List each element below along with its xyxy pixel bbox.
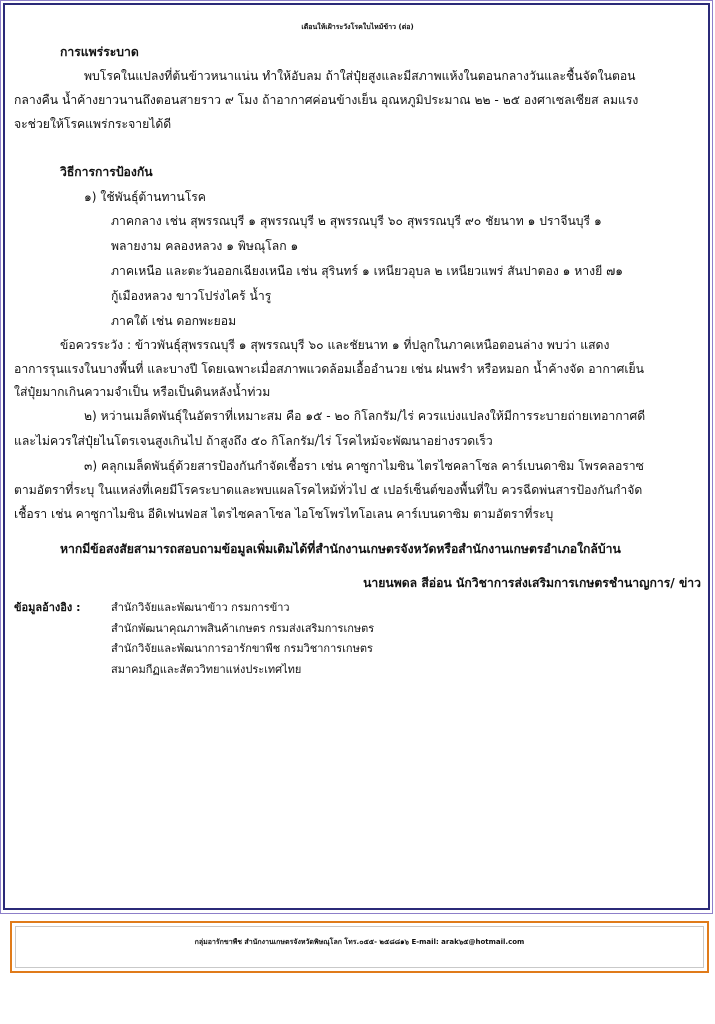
- north-varieties: กู้เมืองหลวง ขาวโปร่งไคร้ น้ำรู: [111, 289, 272, 303]
- author-credit: นายนพดล สีอ่อน นักวิชาการส่งเสริมการเกษตรชำนาญการ/ ข่าว: [363, 576, 701, 590]
- contact-footer: [10, 921, 709, 973]
- caution-line: ข้อควรระวัง : ข้าวพันธุ์สุพรรณบุรี ๑ สุพรรณบุรี ๖๐ และชัยนาท ๑ ที่ปลูกในภาคเหนือตอนล่าง พบว่า แสดง: [60, 338, 610, 352]
- reference-item: สำนักวิจัยและพัฒนาการอารักขาพืช กรมวิชาการเกษตร: [111, 642, 373, 655]
- prevention-item-1: ๑) ใช้พันธุ์ต้านทานโรค: [84, 190, 206, 204]
- prevention-item-2: และไม่ควรใส่ปุ๋ยไนโตรเจนสูงเกินไป ถ้าสูงถึง ๕๐ กิโลกรัม/ไร่ โรคไหม้จะพัฒนาอย่างรวดเร็ว: [14, 434, 493, 448]
- spread-line: พบโรคในแปลงที่ต้นข้าวหนาแน่น ทำให้อับลม ถ้าใส่ปุ๋ยสูงและมีสภาพแห้งในตอนกลางวันและชื้นจัดในตอน: [84, 69, 636, 83]
- inquiry-note: หากมีข้อสงสัยสามารถสอบถามข้อมูลเพิ่มเติมได้ที่สำนักงานเกษตรจังหวัดหรือสำนักงานเกษตรอำเภอใกล้บ้าน: [60, 542, 621, 556]
- prevention-heading: วิธีการการป้องกัน: [60, 165, 153, 179]
- document-title: เตือนให้เฝ้าระวังโรคใบไหม้ข้าว (ต่อ): [301, 23, 414, 31]
- south-varieties: ภาคใต้ เช่น ดอกพะยอม: [111, 314, 237, 328]
- reference-item: สำนักวิจัยและพัฒนาข้าว กรมการข้าว: [111, 601, 290, 614]
- spread-line: จะช่วยให้โรคแพร่กระจายได้ดี: [14, 117, 172, 131]
- page-frame: [3, 3, 710, 910]
- caution-line: ใส่ปุ๋ยมากเกินความจำเป็น หรือเป็นดินหลังน้ำท่วม: [14, 385, 271, 399]
- central-varieties: ภาคกลาง เช่น สุพรรณบุรี ๑ สุพรรณบุรี ๒ สุพรรณบุรี ๖๐ สุพรรณบุรี ๙๐ ชัยนาท ๑ ปราจีนบุรี ๑: [111, 214, 602, 228]
- reference-item: สมาคมกีฏและสัตววิทยาแห่งประเทศไทย: [111, 663, 302, 676]
- north-varieties: ภาคเหนือ และตะวันออกเฉียงเหนือ เช่น สุรินทร์ ๑ เหนียวอุบล ๒ เหนียวแพร่ สันปาตอง ๑ หางยี ๗๑: [111, 264, 623, 278]
- spread-heading: การแพร่ระบาด: [60, 45, 139, 59]
- reference-item: สำนักพัฒนาคุณภาพสินค้าเกษตร กรมส่งเสริมการเกษตร: [111, 622, 375, 635]
- footer-contact-text: กลุ่มอารักขาพืช สำนักงานเกษตรจังหวัดพิษณุโลก โทร.๐๕๕- ๒๕๘๘๑๖ E-mail: arak๖๕@hotmail.com: [194, 938, 525, 946]
- references-label: ข้อมูลอ้างอิง :: [14, 601, 81, 614]
- spread-line: กลางคืน น้ำค้างยาวนานถึงตอนสายราว ๙ โมง ถ้าอากาศค่อนข้างเย็น อุณหภูมิประมาณ ๒๒ - ๒๕ องศาเซลเซียส ลมแรง: [14, 93, 639, 107]
- central-varieties: พลายงาม คลองหลวง ๑ พิษณุโลก ๑: [111, 239, 299, 253]
- prevention-item-3: ตามอัตราที่ระบุ ในแหล่งที่เคยมีโรคระบาดและพบแผลโรคไหม้ทั่วไป ๕ เปอร์เซ็นต์ของพื้นที่ใบ ควรฉีดพ่นสารป้องกันกำจัด: [14, 483, 643, 497]
- caution-line: อาการรุนแรงในบางพื้นที่ และบางปี โดยเฉพาะเมื่อสภาพแวดล้อมเอื้ออำนวย เช่น ฝนพรำ หรือหมอก น้ำค้างจัด อากาศเย็น: [14, 362, 644, 376]
- prevention-item-3: ๓) คลุกเมล็ดพันธุ์ด้วยสารป้องกันกำจัดเชื้อรา เช่น คาซูกาไมซิน ไตรไซคลาโซล คาร์เบนดาซิม โพรคลอราซ: [84, 459, 644, 473]
- prevention-item-2: ๒) หว่านเมล็ดพันธุ์ในอัตราที่เหมาะสม คือ ๑๕ - ๒๐ กิโลกรัม/ไร่ ควรแบ่งแปลงให้มีการระบายถ่ายเทอากาศดี: [84, 409, 646, 423]
- prevention-item-3: เชื้อรา เช่น คาซูกาไมซิน อีดิเฟนฟอส ไตรไซคลาโซล ไอโซโพรไทโอเลน คาร์เบนดาซิม ตามอัตราที่ระบุ: [14, 507, 554, 521]
